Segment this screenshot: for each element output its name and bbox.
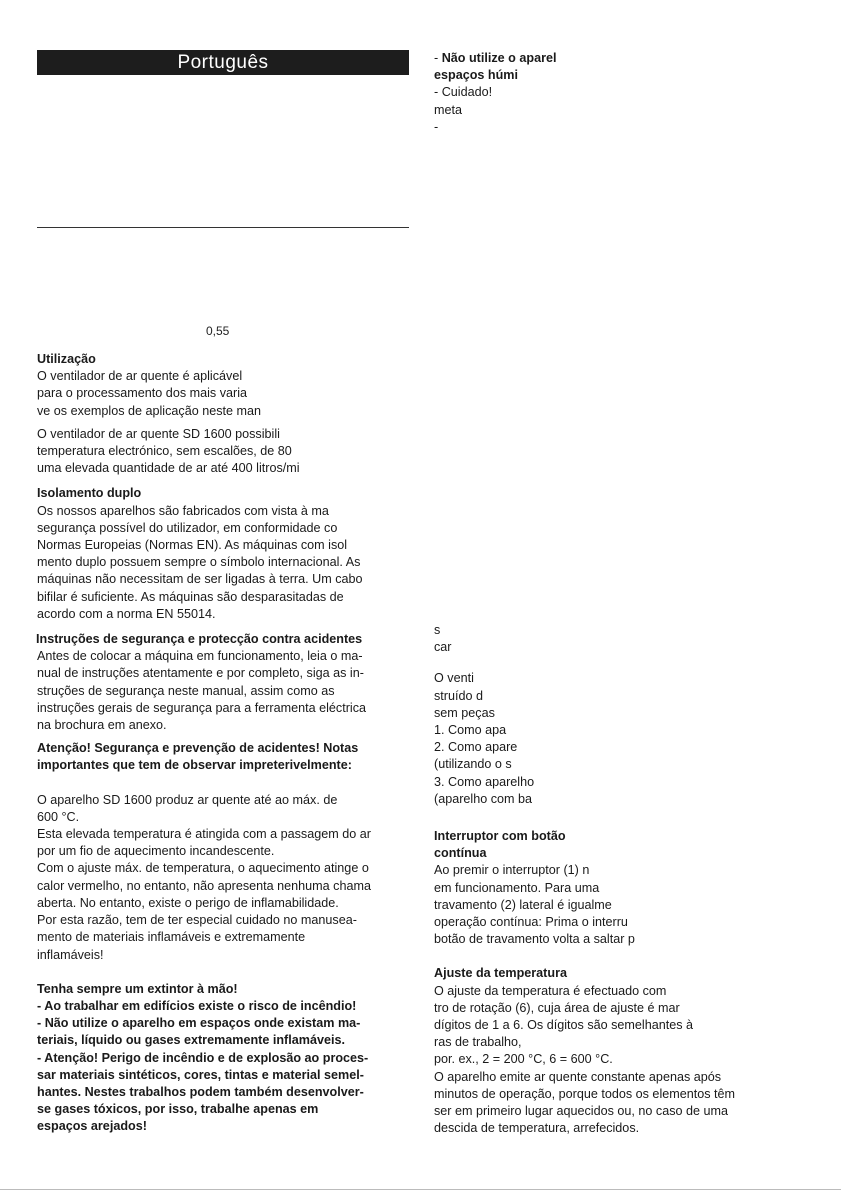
language-header: Português [37,50,409,75]
heading-utilizacao: Utilização [37,352,96,366]
left-column [37,50,409,228]
text-temperatura-600: O aparelho SD 1600 produz ar quente até ao máx. de 600 °C. Esta elevada temperatura é atingida com a passagem do ar por um fio de aquecimento incandescente. Com o ajuste máx. de temperatura, o aquecimento atinge o calor vermelho, no entanto, não apresenta nenhuma chama aberta. No entanto, existe o perigo de inflamabilidade. Por esta razão, tem de ter especial cuidado no manusea- mento de materiais inflamáveis e extremamente inflamáveis! [37,792,371,962]
right-top-line1 [434,50,806,67]
text-instrucoes: Antes de colocar a máquina em funcionamento, leia o ma- nual de instruções atentamente e por completo, siga as in- struções de segurança neste manual, assim como as instruções gerais de segurança para a ferramenta eléctrica na brochura em anexo. [37,649,367,733]
right-lower [434,622,806,1137]
left-text [37,351,409,1136]
right-list: O venti struído d sem peças 1. Como apa 2. Como apare (utilizando o s 3. Como aparelho (aparelho com ba [434,671,535,806]
dash: - [434,51,442,65]
text-utilizacao: O ventilador de ar quente é aplicável para o processamento dos mais varia ve os exemplos de aplicação neste man [37,369,262,418]
heading-instrucoes: Instruções de segurança e protecção contra acidentes [36,632,363,647]
text-interruptor: Ao premir o interruptor (1) n em funcionamento. Para uma travamento (2) lateral é igualme operação contínua: Prima o interru botão de travamento volta a saltar p [434,863,635,947]
heading-ajuste: Ajuste da temperatura [434,966,567,981]
page-bottom-edge [0,1189,841,1190]
right-top-bold: Não utilize o aparel [441,51,557,65]
text-isolamento: Os nossos aparelhos são fabricados com vista à ma segurança possível do utilizador, em conformidade co Normas Europeias (Normas EN). As máquinas com isol mento duplo possuem sempre o símbolo internacional. As máquinas não necessitam de ser ligadas à terra. Um cabo bifilar é suficiente. As máquinas são desparasitadas de acordo com a norma EN 55014. [37,503,363,621]
text-sd1600: O ventilador de ar quente SD 1600 possibili temperatura electrónico, sem escalões, de 80 uma elevada quantidade de ar até 400 litros/mi [37,426,300,476]
right-top-rest: - Cuidado! meta - [434,85,493,134]
text-ajuste: O ajuste da temperatura é efectuado com tro de rotação (6), cuja área de ajuste é mar dígitos de 1 a 6. Os dígitos são semelhantes à ras de trabalho, por. ex., 2 = 200 °C, 6 = 600 °C. O aparelho emite ar quente constante apenas após minutos de operação, porque todos os elementos têm ser em primeiro lugar aquecidos ou, no caso de uma descida de temperatura, arrefecidos. [434,983,736,1136]
heading-interruptor: Interruptor com botão contínua [434,829,566,861]
heading-isolamento: Isolamento duplo [37,486,142,501]
heading-atencao: Atenção! Segurança e prevenção de acidentes! Notas importantes que tem de observar impreterivelmente: [37,741,359,773]
right-fragment: s car [434,623,452,655]
right-top-line2: espaços húmi [434,68,518,83]
section-divider [37,227,409,228]
warning-list: Tenha sempre um extintor à mão! - Ao trabalhar em edifícios existe o risco de incêndio! - Não utilize o aparelho em espaços onde existam ma- teriais, líquido ou gases extremamente inflamáveis. - Atenção! Perigo de incêndio e de explosão ao proces- sar materiais sintéticos, cores, tintas e material semel- hantes. Nestes trabalhos podem também desenvolver- se gases tóxicos, por isso, trabalhe apenas em espaços arejados! [37,981,369,1134]
figure-number: 0,55 [206,324,230,338]
right-column [434,50,806,136]
